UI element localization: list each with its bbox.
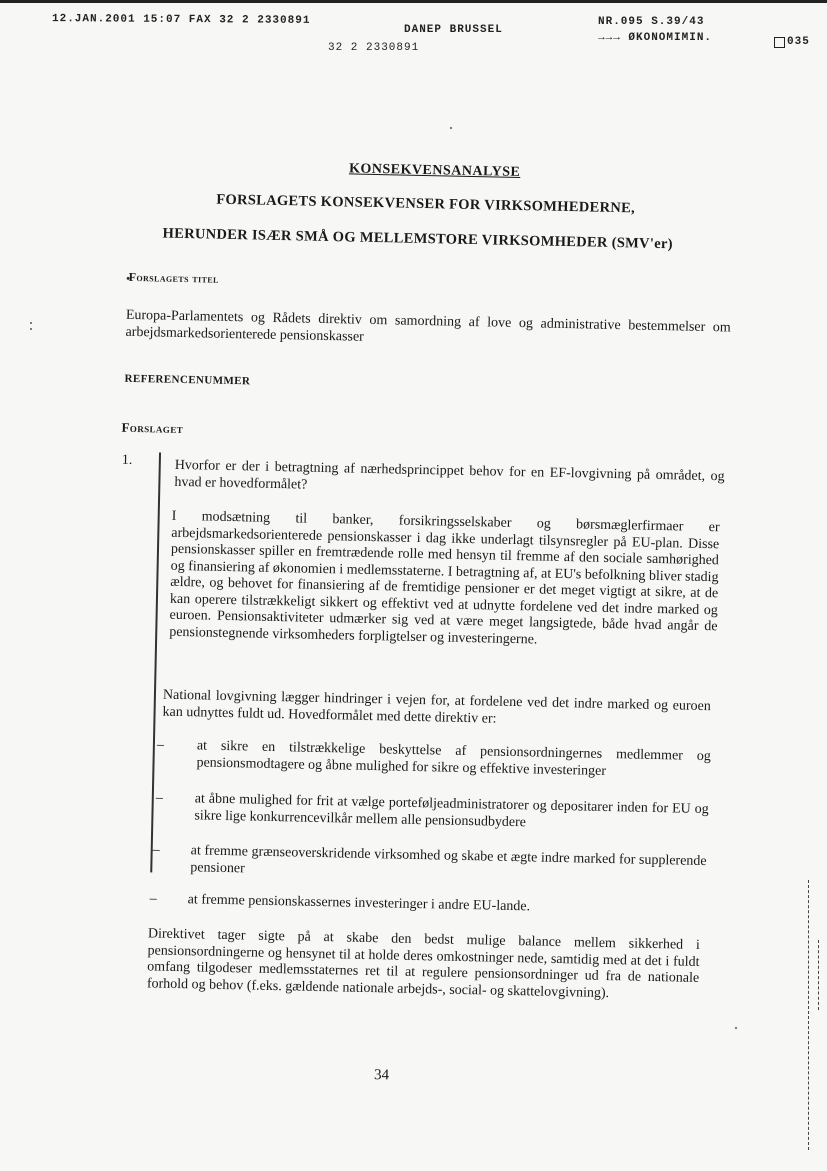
section-heading-title: Forslagets titel (128, 269, 219, 286)
item-number: 1. (121, 452, 133, 468)
scan-speck (450, 127, 452, 129)
fax-header-recipient: →→→ ØKONOMIMIN. (598, 32, 713, 44)
bullet-item-4: at fremme pensionskassernes investeringer i andre EU-lande. (187, 892, 531, 915)
bullet-dash: – (156, 737, 165, 753)
scan-speck (30, 322, 32, 324)
subtitle-line-2: HERUNDER ISÆR SMÅ OG MELLEMSTORE VIRKSOMHEDER (SMV'er) (162, 225, 673, 253)
page-title: KONSEKVENSANALYSE (348, 161, 521, 181)
question-text: Hvorfor er der i betragtning af nærhedsprincippet behov for en EF-lovgivning på området, og hvad er hovedformålet? (174, 457, 725, 493)
fax-header-number: 32 2 2330891 (328, 42, 420, 54)
scan-speck (735, 1027, 737, 1029)
paragraph-1: I modsætning til banker, forsikringsselskaber og børsmæglerfirmaer er arbejdsmarkedsorienterede pensionskasser i dag ikke underlagt tilsynsregler på EU-plan. Disse pensionskasser spiller en fremtrædende rolle med hensyn til fremme af den sociale samhørighed og finansiering af økonomien i medlemsstaterne. I betragtning af, at EU's befolkning bliver stadig ældre, og behovet for finansiering af de fremtidige pensioner er det meget vigtigt at sikre, at de kan operere tilstrækkeligt sikkert og effektivt ved at udnytte fordelene ved det indre marked og euroen. Pensionsaktiviteter udmærker sig ved at være meget langsigtede, både hvad angår de pensionstegnende virksomheders forpligtelser og investeringerne. (169, 508, 720, 647)
scan-edge-line (818, 940, 820, 1010)
section-heading-reference: REFERENCENUMMER (124, 372, 251, 388)
bullet-item-2: at åbne mulighed for frit at vælge porteføljeadministratorer og depositarer inden for EU og sikre lige konkurrencevilkår mellem alle pensionsudbydere (194, 791, 709, 830)
bullet-item-1: at sikre en tilstrækkelige beskyttelse af pensionsordningernes medlemmer og pensionsmodtagere og åbne mulighed for sikre og effektive investeringer (196, 738, 711, 779)
fax-header-sender: DANEP BRUSSEL (404, 24, 503, 36)
fax-header-left: 12.JAN.2001 15:07 FAX 32 2 2330891 (51, 13, 311, 27)
paragraph-3: Direktivet tager sigte på at skabe den bedst mulige balance mellem sikkerhed i pensionsordningerne og hensynet til at holde deres omkostninger nede, samtidig med at det i fuldt omfang tilgodeser medlemsstaternes ret til at regulere pensionsordninger ud fra de nationale forhold og behov (f.eks. gældende nationale arbejds-, social- og skattelovgivning). (146, 926, 700, 1001)
bullet-dash: – (149, 891, 157, 907)
fax-header-page-count: NR.095 S.39/43 (598, 16, 705, 28)
section-heading-proposal: Forslaget (121, 419, 184, 436)
paragraph-2: National lovgivning lægger hindringer i vejen for, at fordelene ved det indre marked og euroen kan udnyttes fuldt ud. Hovedformålet med dette direktiv er: (162, 687, 711, 727)
fax-page-code-text: 035 (787, 36, 810, 48)
bullet-dash: – (152, 842, 160, 858)
bullet-dash: – (155, 790, 163, 806)
subtitle-line-1: FORSLAGETS KONSEKVENSER FOR VIRKSOMHEDERNE, (216, 191, 636, 217)
proposal-title-text: Europa-Parlamentets og Rådets direktiv om samordning af love og administrative bestemmelser om arbejdsmarkedsorienterede pensionskasser (125, 307, 731, 345)
scan-edge-line (808, 880, 810, 1150)
bullet-item-3: at fremme grænseoverskridende virksomhed og skabe et ægte indre marked for supplerende pensioner (190, 843, 707, 876)
margin-bar (150, 453, 160, 873)
scan-speck (30, 328, 32, 330)
page-number: 34 (373, 1067, 390, 1084)
